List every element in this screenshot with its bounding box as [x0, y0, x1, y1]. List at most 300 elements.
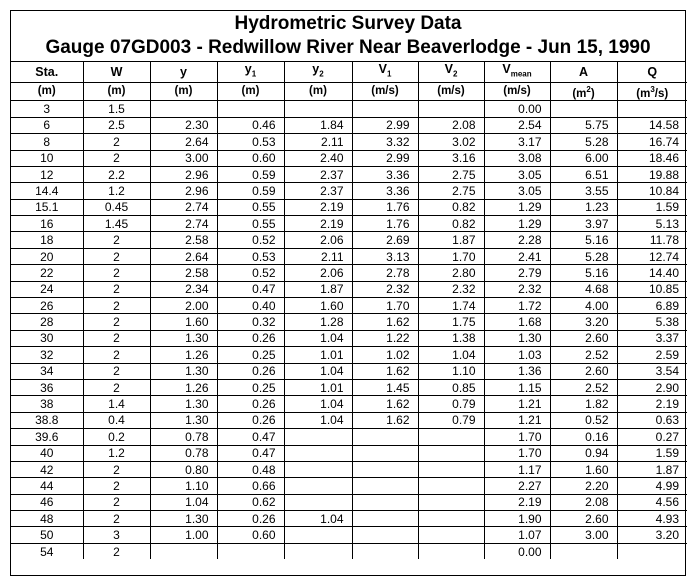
cell-q: 18.46 — [617, 150, 687, 166]
cell-a — [550, 543, 617, 559]
table-row — [11, 412, 687, 428]
cell-v2: 2.75 — [418, 183, 484, 199]
table-row — [11, 101, 687, 117]
cell-a: 0.52 — [550, 412, 617, 428]
cell-y1: 0.26 — [217, 396, 284, 412]
cell-q: 2.19 — [617, 396, 687, 412]
cell-q: 4.56 — [617, 494, 687, 510]
cell-y1 — [217, 543, 284, 559]
cell-a: 0.94 — [550, 445, 617, 461]
cell-w: 3 — [83, 527, 150, 543]
table-row — [11, 429, 687, 445]
cell-y: 1.30 — [150, 511, 217, 527]
cell-y: 2.34 — [150, 281, 217, 297]
cell-y: 1.30 — [150, 330, 217, 346]
col-header-y: y — [150, 62, 217, 82]
cell-y2: 2.11 — [284, 248, 352, 264]
cell-y: 1.30 — [150, 412, 217, 428]
title-block — [11, 11, 685, 62]
cell-w: 2 — [83, 298, 150, 314]
cell-y2 — [284, 543, 352, 559]
cell-w: 1.2 — [83, 183, 150, 199]
cell-v1: 1.62 — [352, 412, 418, 428]
cell-a: 6.51 — [550, 166, 617, 182]
cell-y: 2.96 — [150, 183, 217, 199]
cell-y2: 1.01 — [284, 379, 352, 395]
cell-a: 5.16 — [550, 232, 617, 248]
cell-vmean: 0.00 — [484, 101, 550, 117]
cell-v2: 0.79 — [418, 396, 484, 412]
survey-table — [11, 62, 687, 559]
cell-y2: 1.04 — [284, 330, 352, 346]
cell-y2: 2.06 — [284, 265, 352, 281]
cell-y2 — [284, 101, 352, 117]
cell-y2 — [284, 478, 352, 494]
cell-a: 1.82 — [550, 396, 617, 412]
title-line-2: Gauge 07GD003 - Redwillow River Near Beaverlodge - Jun 15, 1990 — [45, 37, 651, 58]
cell-y2: 1.87 — [284, 281, 352, 297]
cell-y1: 0.40 — [217, 298, 284, 314]
cell-v2: 3.16 — [418, 150, 484, 166]
cell-v2: 1.74 — [418, 298, 484, 314]
cell-sta: 10 — [11, 150, 83, 166]
cell-q: 11.78 — [617, 232, 687, 248]
cell-sta: 36 — [11, 379, 83, 395]
cell-a: 2.08 — [550, 494, 617, 510]
cell-q: 0.63 — [617, 412, 687, 428]
cell-y2: 2.40 — [284, 150, 352, 166]
cell-sta: 28 — [11, 314, 83, 330]
unit-a: $(m^2)$ — [550, 82, 617, 101]
cell-y: 1.00 — [150, 527, 217, 543]
cell-vmean: 1.15 — [484, 379, 550, 395]
cell-a: 4.68 — [550, 281, 617, 297]
cell-sta: 54 — [11, 543, 83, 559]
cell-y1: 0.32 — [217, 314, 284, 330]
cell-w: 0.4 — [83, 412, 150, 428]
cell-v1 — [352, 494, 418, 510]
cell-y2 — [284, 527, 352, 543]
cell-vmean: 1.90 — [484, 511, 550, 527]
col-header-v2: $V_2$ — [418, 62, 484, 82]
cell-a: 3.97 — [550, 216, 617, 232]
cell-y1: 0.62 — [217, 494, 284, 510]
cell-sta: 26 — [11, 298, 83, 314]
table-row — [11, 363, 687, 379]
col-header-vmean: $V_{mean}$ — [484, 62, 550, 82]
cell-w: 2.5 — [83, 117, 150, 133]
cell-q — [617, 543, 687, 559]
cell-vmean: 2.32 — [484, 281, 550, 297]
cell-y1: 0.47 — [217, 429, 284, 445]
header-row — [11, 62, 687, 82]
table-row — [11, 347, 687, 363]
cell-v2 — [418, 445, 484, 461]
cell-vmean: 1.30 — [484, 330, 550, 346]
cell-y2: 2.37 — [284, 166, 352, 182]
cell-v2 — [418, 494, 484, 510]
unit-y1: (m) — [217, 82, 284, 101]
table-row — [11, 445, 687, 461]
cell-q: 10.84 — [617, 183, 687, 199]
cell-w: 1.45 — [83, 216, 150, 232]
units-row — [11, 82, 687, 101]
cell-w: 2 — [83, 511, 150, 527]
cell-vmean: 2.28 — [484, 232, 550, 248]
cell-y: 0.78 — [150, 429, 217, 445]
cell-y1: 0.53 — [217, 134, 284, 150]
cell-y: 0.78 — [150, 445, 217, 461]
cell-sta: 8 — [11, 134, 83, 150]
cell-v1: 2.32 — [352, 281, 418, 297]
cell-y2: 1.84 — [284, 117, 352, 133]
cell-v2: 1.38 — [418, 330, 484, 346]
cell-q: 2.59 — [617, 347, 687, 363]
table-row — [11, 478, 687, 494]
cell-w: 2 — [83, 314, 150, 330]
table-row — [11, 232, 687, 248]
cell-v1 — [352, 511, 418, 527]
cell-v1 — [352, 101, 418, 117]
cell-v1: 1.76 — [352, 199, 418, 215]
cell-vmean: 3.08 — [484, 150, 550, 166]
cell-q: 1.87 — [617, 461, 687, 477]
cell-y1: 0.46 — [217, 117, 284, 133]
table-row — [11, 166, 687, 182]
survey-sheet — [10, 10, 686, 576]
cell-vmean: 3.17 — [484, 134, 550, 150]
cell-v1: 1.22 — [352, 330, 418, 346]
cell-w: 2 — [83, 330, 150, 346]
cell-w: 2 — [83, 134, 150, 150]
cell-sta: 14.4 — [11, 183, 83, 199]
table-row — [11, 314, 687, 330]
cell-sta: 3 — [11, 101, 83, 117]
cell-w: 2 — [83, 265, 150, 281]
cell-y: 1.30 — [150, 396, 217, 412]
cell-q: 14.58 — [617, 117, 687, 133]
table-row — [11, 396, 687, 412]
cell-y2: 1.60 — [284, 298, 352, 314]
cell-q: 4.99 — [617, 478, 687, 494]
cell-v2 — [418, 478, 484, 494]
cell-y: 2.74 — [150, 216, 217, 232]
cell-a: 6.00 — [550, 150, 617, 166]
cell-y2: 2.19 — [284, 199, 352, 215]
cell-v1 — [352, 543, 418, 559]
col-header-a: A — [550, 62, 617, 82]
cell-v1: 1.02 — [352, 347, 418, 363]
unit-q: $(m^3/s)$ — [617, 82, 687, 101]
cell-w: 1.4 — [83, 396, 150, 412]
table-row — [11, 248, 687, 264]
cell-a: 2.20 — [550, 478, 617, 494]
cell-v2: 2.32 — [418, 281, 484, 297]
cell-vmean: 1.68 — [484, 314, 550, 330]
cell-y: 2.64 — [150, 248, 217, 264]
cell-y1: 0.60 — [217, 527, 284, 543]
cell-y1: 0.25 — [217, 347, 284, 363]
cell-y2: 1.04 — [284, 511, 352, 527]
cell-sta: 18 — [11, 232, 83, 248]
cell-v1 — [352, 445, 418, 461]
cell-sta: 24 — [11, 281, 83, 297]
cell-v2: 0.79 — [418, 412, 484, 428]
cell-q: 14.40 — [617, 265, 687, 281]
cell-sta: 12 — [11, 166, 83, 182]
table-row — [11, 379, 687, 395]
cell-v2: 2.75 — [418, 166, 484, 182]
unit-sta: (m) — [11, 82, 83, 101]
cell-v1: 2.78 — [352, 265, 418, 281]
table-row — [11, 461, 687, 477]
cell-vmean: 3.05 — [484, 166, 550, 182]
cell-a: 5.75 — [550, 117, 617, 133]
cell-y: 1.10 — [150, 478, 217, 494]
cell-v2: 0.82 — [418, 199, 484, 215]
cell-y — [150, 101, 217, 117]
cell-y — [150, 543, 217, 559]
cell-y2: 2.19 — [284, 216, 352, 232]
cell-vmean: 0.00 — [484, 543, 550, 559]
cell-y1: 0.26 — [217, 511, 284, 527]
cell-y1: 0.59 — [217, 183, 284, 199]
cell-sta: 38.8 — [11, 412, 83, 428]
cell-y: 2.64 — [150, 134, 217, 150]
table-row — [11, 494, 687, 510]
cell-v1: 3.32 — [352, 134, 418, 150]
cell-a: 2.52 — [550, 347, 617, 363]
cell-sta: 6 — [11, 117, 83, 133]
cell-v2 — [418, 461, 484, 477]
cell-a: 3.55 — [550, 183, 617, 199]
cell-v1: 3.36 — [352, 183, 418, 199]
cell-y2 — [284, 445, 352, 461]
cell-y2: 1.01 — [284, 347, 352, 363]
cell-y1: 0.55 — [217, 199, 284, 215]
cell-q: 6.89 — [617, 298, 687, 314]
cell-vmean: 1.17 — [484, 461, 550, 477]
cell-w: 2 — [83, 281, 150, 297]
cell-q: 19.88 — [617, 166, 687, 182]
cell-a: 5.16 — [550, 265, 617, 281]
cell-y2: 2.37 — [284, 183, 352, 199]
cell-v2 — [418, 101, 484, 117]
cell-y1: 0.25 — [217, 379, 284, 395]
cell-w: 1.2 — [83, 445, 150, 461]
cell-w: 2 — [83, 347, 150, 363]
cell-y: 0.80 — [150, 461, 217, 477]
cell-v2 — [418, 429, 484, 445]
cell-v2: 1.70 — [418, 248, 484, 264]
table-row — [11, 150, 687, 166]
cell-vmean: 3.05 — [484, 183, 550, 199]
cell-y2: 2.06 — [284, 232, 352, 248]
cell-v1: 1.76 — [352, 216, 418, 232]
cell-v1: 1.62 — [352, 396, 418, 412]
cell-y2 — [284, 429, 352, 445]
col-header-y1: $y_1$ — [217, 62, 284, 82]
unit-vmean: (m/s) — [484, 82, 550, 101]
table-row — [11, 511, 687, 527]
cell-q: 4.93 — [617, 511, 687, 527]
cell-y1: 0.26 — [217, 330, 284, 346]
cell-sta: 42 — [11, 461, 83, 477]
cell-y: 1.04 — [150, 494, 217, 510]
cell-q: 1.59 — [617, 445, 687, 461]
unit-v2: (m/s) — [418, 82, 484, 101]
col-header-w: W — [83, 62, 150, 82]
table-row — [11, 183, 687, 199]
table-row — [11, 543, 687, 559]
cell-w: 0.45 — [83, 199, 150, 215]
cell-y2: 1.04 — [284, 412, 352, 428]
col-header-q: Q — [617, 62, 687, 82]
cell-sta: 46 — [11, 494, 83, 510]
cell-vmean: 1.07 — [484, 527, 550, 543]
cell-vmean: 2.41 — [484, 248, 550, 264]
cell-y1: 0.53 — [217, 248, 284, 264]
cell-v1 — [352, 461, 418, 477]
cell-y: 1.26 — [150, 347, 217, 363]
table-row — [11, 330, 687, 346]
cell-sta: 20 — [11, 248, 83, 264]
cell-a: 3.20 — [550, 314, 617, 330]
cell-v2: 0.85 — [418, 379, 484, 395]
cell-y1: 0.47 — [217, 445, 284, 461]
cell-vmean: 1.29 — [484, 199, 550, 215]
cell-vmean: 1.36 — [484, 363, 550, 379]
cell-y1: 0.48 — [217, 461, 284, 477]
table-row — [11, 265, 687, 281]
cell-w: 2 — [83, 494, 150, 510]
unit-y: (m) — [150, 82, 217, 101]
table-row — [11, 134, 687, 150]
cell-v2: 3.02 — [418, 134, 484, 150]
cell-v1: 1.45 — [352, 379, 418, 395]
cell-vmean: 1.70 — [484, 429, 550, 445]
cell-v1 — [352, 527, 418, 543]
cell-w: 2 — [83, 232, 150, 248]
cell-w: 2 — [83, 150, 150, 166]
cell-v2: 2.80 — [418, 265, 484, 281]
cell-y1: 0.47 — [217, 281, 284, 297]
cell-sta: 22 — [11, 265, 83, 281]
cell-sta: 15.1 — [11, 199, 83, 215]
cell-sta: 38 — [11, 396, 83, 412]
cell-v2: 1.87 — [418, 232, 484, 248]
cell-y2: 2.11 — [284, 134, 352, 150]
cell-v2: 0.82 — [418, 216, 484, 232]
cell-sta: 16 — [11, 216, 83, 232]
cell-y2: 1.04 — [284, 363, 352, 379]
cell-y: 2.74 — [150, 199, 217, 215]
cell-q: 1.59 — [617, 199, 687, 215]
cell-vmean: 2.19 — [484, 494, 550, 510]
unit-w: (m) — [83, 82, 150, 101]
cell-vmean: 2.79 — [484, 265, 550, 281]
cell-sta: 39.6 — [11, 429, 83, 445]
cell-a: 2.60 — [550, 330, 617, 346]
data-rows — [11, 101, 687, 559]
cell-w: 2 — [83, 379, 150, 395]
cell-vmean: 2.27 — [484, 478, 550, 494]
cell-v1 — [352, 478, 418, 494]
col-header-sta: Sta. — [11, 62, 83, 82]
cell-a: 2.52 — [550, 379, 617, 395]
cell-sta: 34 — [11, 363, 83, 379]
cell-vmean: 1.29 — [484, 216, 550, 232]
cell-y: 2.96 — [150, 166, 217, 182]
cell-y: 2.30 — [150, 117, 217, 133]
cell-v1: 1.62 — [352, 363, 418, 379]
cell-y1: 0.59 — [217, 166, 284, 182]
cell-a: 1.23 — [550, 199, 617, 215]
cell-q: 10.85 — [617, 281, 687, 297]
cell-y: 1.30 — [150, 363, 217, 379]
cell-a: 4.00 — [550, 298, 617, 314]
cell-y1 — [217, 101, 284, 117]
cell-w: 2 — [83, 363, 150, 379]
cell-y1: 0.26 — [217, 412, 284, 428]
cell-v1: 2.99 — [352, 117, 418, 133]
cell-a: 1.60 — [550, 461, 617, 477]
cell-y2: 1.04 — [284, 396, 352, 412]
cell-v2 — [418, 527, 484, 543]
cell-q: 2.90 — [617, 379, 687, 395]
cell-y: 2.58 — [150, 265, 217, 281]
cell-sta: 32 — [11, 347, 83, 363]
cell-v1: 2.99 — [352, 150, 418, 166]
cell-a: 5.28 — [550, 134, 617, 150]
cell-v1: 3.36 — [352, 166, 418, 182]
cell-y1: 0.52 — [217, 232, 284, 248]
cell-q: 16.74 — [617, 134, 687, 150]
cell-sta: 50 — [11, 527, 83, 543]
cell-y: 2.00 — [150, 298, 217, 314]
col-header-y2: $y_2$ — [284, 62, 352, 82]
cell-y2 — [284, 494, 352, 510]
title-line-1: Hydrometric Survey Data — [234, 13, 462, 34]
cell-y1: 0.52 — [217, 265, 284, 281]
table-row — [11, 281, 687, 297]
table-row — [11, 199, 687, 215]
cell-v1: 2.69 — [352, 232, 418, 248]
cell-v2: 2.08 — [418, 117, 484, 133]
cell-vmean: 1.21 — [484, 412, 550, 428]
cell-w: 2 — [83, 478, 150, 494]
cell-y1: 0.60 — [217, 150, 284, 166]
table-row — [11, 527, 687, 543]
cell-vmean: 1.72 — [484, 298, 550, 314]
cell-y1: 0.66 — [217, 478, 284, 494]
cell-a — [550, 101, 617, 117]
cell-sta: 44 — [11, 478, 83, 494]
unit-v1: (m/s) — [352, 82, 418, 101]
cell-w: 2 — [83, 461, 150, 477]
cell-q: 3.37 — [617, 330, 687, 346]
cell-y2 — [284, 461, 352, 477]
cell-vmean: 2.54 — [484, 117, 550, 133]
table-row — [11, 216, 687, 232]
cell-y: 1.60 — [150, 314, 217, 330]
cell-a: 2.60 — [550, 363, 617, 379]
cell-w: 0.2 — [83, 429, 150, 445]
cell-sta: 48 — [11, 511, 83, 527]
cell-w: 2.2 — [83, 166, 150, 182]
cell-v2 — [418, 543, 484, 559]
cell-v2 — [418, 511, 484, 527]
